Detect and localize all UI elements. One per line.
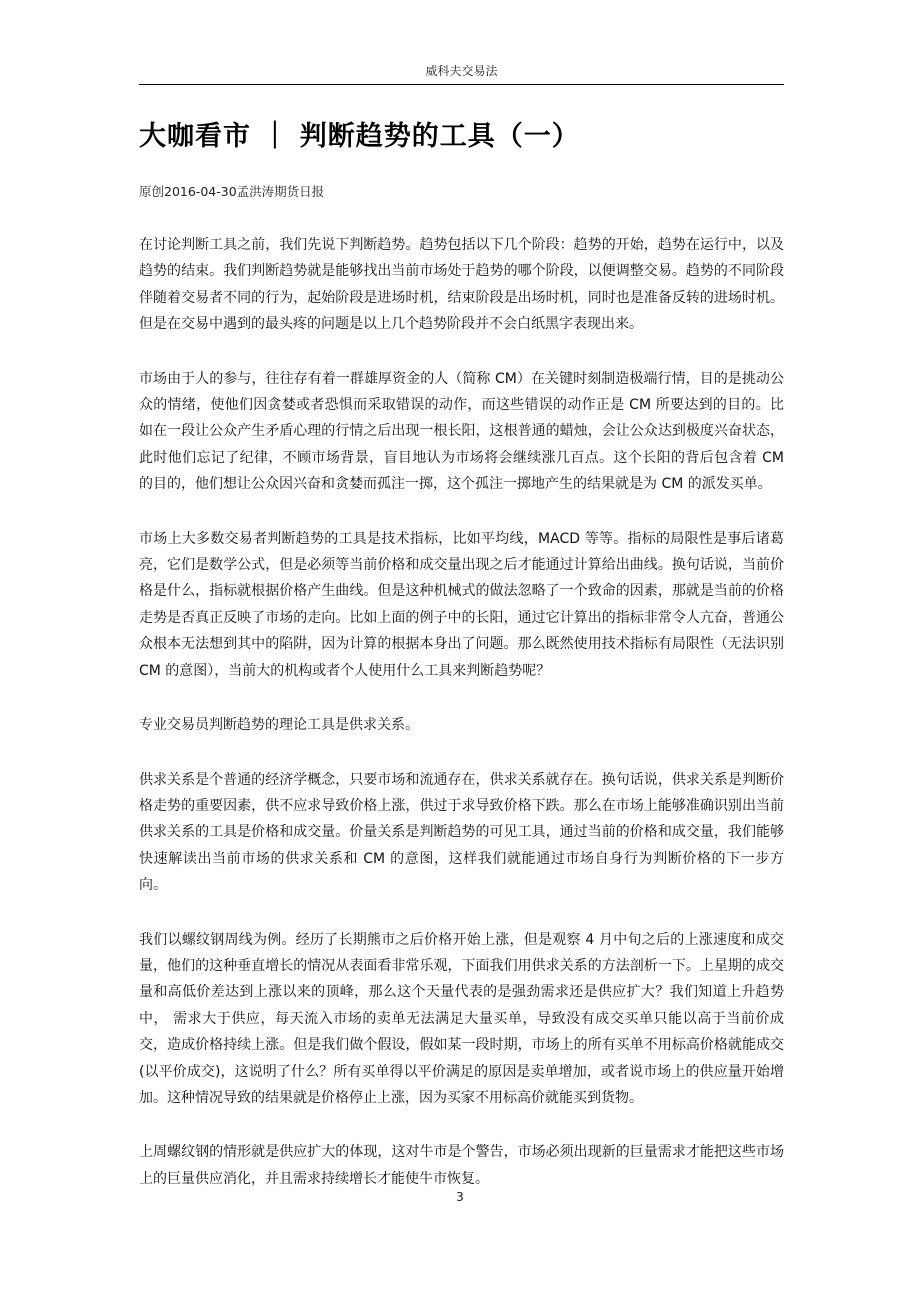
paragraph: 上周螺纹钢的情形就是供应扩大的体现，这对牛市是个警告，市场必须出现新的巨量需求才能把这些市场上的巨量供应消化，并且需求持续增长才能使牛市恢复。 — [139, 1144, 784, 1187]
running-header: 威科夫交易法 — [425, 64, 498, 78]
paragraph: 供求关系是个普通的经济学概念，只要市场和流通存在，供求关系就存在。换句话说，供求关系是判断价格走势的重要因素，供不应求导致价格上涨，供过于求导致价格下跌。那么在市场上能够准确识别出当前供求关系的工具是价格和成交量。价量关系是判断趋势的可见工具，通过当前的价格和成交量，我们能够快速解读出当前市场的供求关系和 CM 的意图，这样我们就能通过市场自身行为判断价格的下一步方向。 — [139, 771, 784, 894]
article-body — [139, 232, 784, 1220]
article-byline: 原创2016-04-30孟洪涛期货日报 — [139, 184, 325, 199]
article-title: 大咖看市 ｜ 判断趋势的工具（一） — [139, 121, 580, 152]
paragraph: 我们以螺纹钢周线为例。经历了长期熊市之后价格开始上涨，但是观察 4 月中旬之后的上涨速度和成交量，他们的这种垂直增长的情况从表面看非常乐观，下面我们用供求关系的方法剖析一下。上星期的成交量和高低价差达到上涨以来的顶峰，那么这个天量代表的是强劲需求还是供应扩大？我们知道上升趋势中， 需求大于供应，每天流入市场的卖单无法满足大量买单，导致没有成交买单只能以高于当前价成交，造成价格持续上涨。但是我们做个假设，假如某一段时期，市场上的所有买单不用标高价格就能成交(以平价成交)，这说明了什么？所有买单得以平价满足的原因是卖单增加，或者说市场上的供应量开始增加。这种情况导致的结果就是价格停止上涨，因为买家不用标高价就能买到货物。 — [139, 931, 784, 1106]
paragraph: 市场上大多数交易者判断趋势的工具是技术指标，比如平均线，MACD 等等。指标的局限性是事后诸葛亮，它们是数学公式，但是必须等当前价格和成交量出现之后才能通过计算给出曲线。换句话说，当前价格是什么，指标就根据价格产生曲线。但是这种机械式的做法忽略了一个致命的因素，那就是当前的价格走势是否真正反映了市场的走向。比如上面的例子中的长阳，通过它计算出的指标非常令人亢奋，普通公众根本无法想到其中的陷阱，因为计算的根据本身出了问题。那么既然使用技术指标有局限性（无法识别 CM 的意图），当前大的机构或者个人使用什么工具来判断趋势呢？ — [139, 530, 784, 679]
page-number: 3 — [456, 1190, 464, 1204]
paragraph: 市场由于人的参与，往往存有着一群雄厚资金的人（简称 CM）在关键时刻制造极端行情，目的是挑动公众的情绪，使他们因贪婪或者恐惧而采取错误的动作，而这些错误的动作正是 CM 所要达到的目的。比如在一段让公众产生矛盾心理的行情之后出现一根长阳，这根普通的蜡烛，会让公众达到极度兴奋状态，此时他们忘记了纪律，不顾市场背景，盲目地认为市场将会继续涨几百点。这个长阳的背后包含着 CM 的目的，他们想让公众因兴奋和贪婪而孤注一掷，这个孤注一掷地产生的结果就是为 CM 的派发买单。 — [139, 370, 784, 493]
paragraph: 专业交易员判断趋势的理论工具是供求关系。 — [139, 717, 419, 734]
header-divider — [139, 84, 784, 85]
paragraph: 在讨论判断工具之前，我们先说下判断趋势。趋势包括以下几个阶段：趋势的开始，趋势在运行中，以及趋势的结束。我们判断趋势就是能够找出当前市场处于趋势的哪个阶段，以便调整交易。趋势的不同阶段伴随着交易者不同的行为，起始阶段是进场时机，结束阶段是出场时机，同时也是准备反转的进场时机。但是在交易中遇到的最头疼的问题是以上几个趋势阶段并不会白纸黑字表现出来。 — [139, 237, 784, 333]
